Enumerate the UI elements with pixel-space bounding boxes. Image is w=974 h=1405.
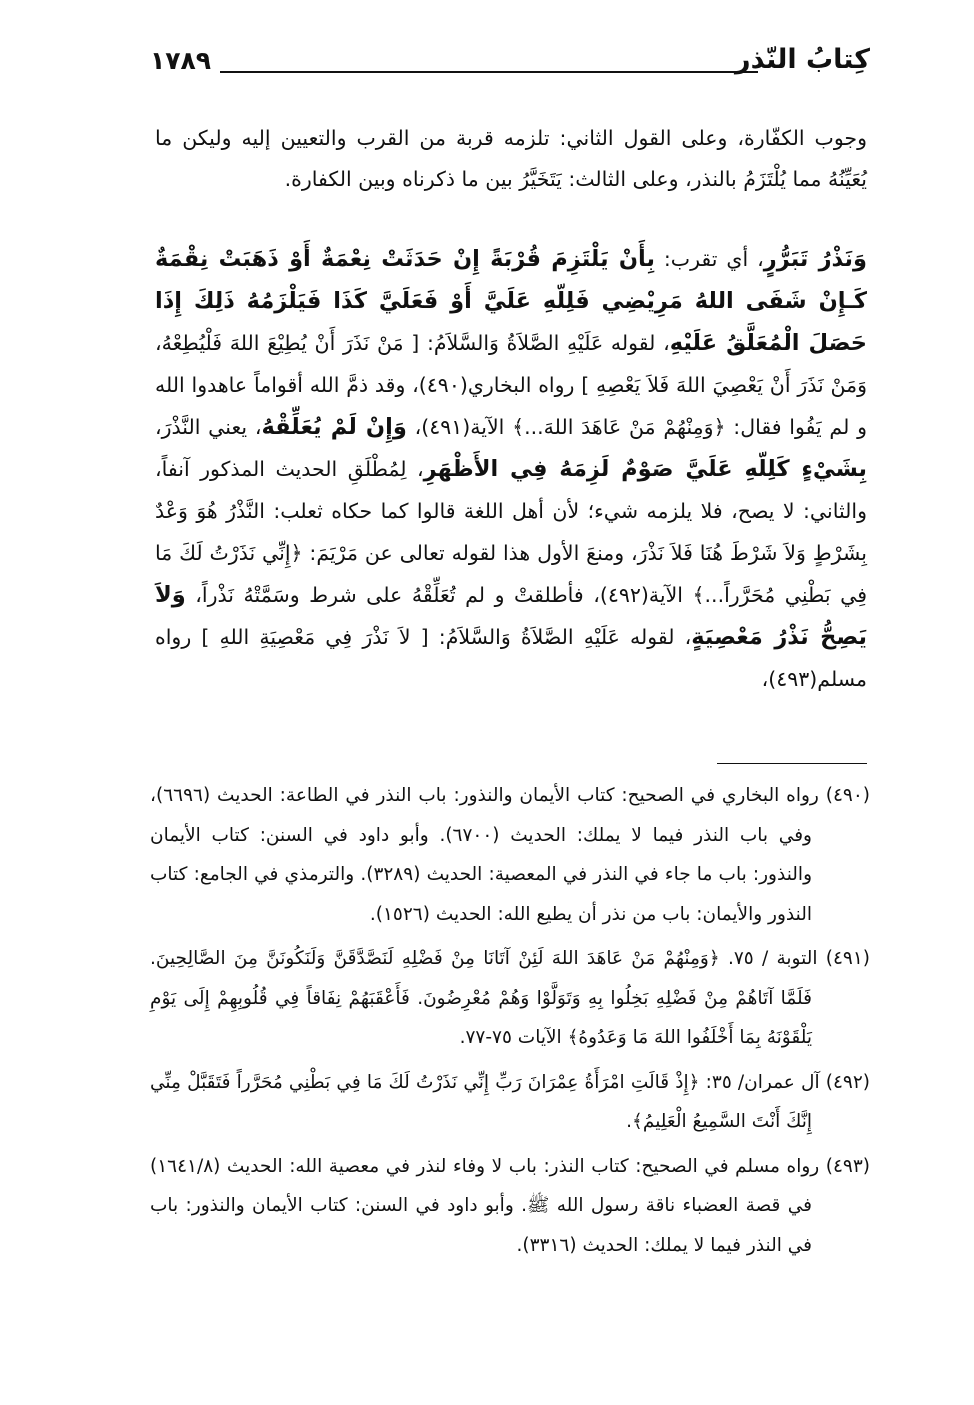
chapter-title: كِتابُ النّذر: [735, 44, 870, 75]
text-run: وَلاَ يَصِحُّ نَذْرُ مَعْصِيَةٍ: [155, 582, 867, 650]
paragraph-2: [155, 238, 867, 700]
footnote-491: (٤٩١) التوبة / ٧٥. ﴿وَمِنْهُمْ مَنْ عَاهَدَ اللهَ لَئِنْ آتَانَا مِنْ فَضْلِهِ لَنَصَّدَّقَنَّ وَلَنَكُونَنَّ مِنَ الصَّالِحِينَ. فَلَمَّا آتَاهُمْ مِنْ فَضْلِهِ بَخِلُوا بِهِ وَتَوَلَّوْا وَهُمْ مُعْرِضُونَ. فَأَعْقَبَهُمْ نِفَاقاً فِي قُلُوبِهِمْ إِلَى يَوْمِ يَلْقَوْنَهُ بِمَا أَخْلَفُوا اللهَ مَا وَعَدُوهُ﴾ الآيات ٧٥-٧٧.: [150, 948, 870, 1048]
page-number: ١٧٨٩: [150, 46, 212, 75]
footnote-492: (٤٩٢) آل عمران/ ٣٥: ﴿إِذْ قَالَتِ امْرَأَةُ عِمْرَانَ رَبِّ إِنِّي نَذَرْتُ لَكَ مَا فِي بَطْنِي مُحَرَّراً فَتَقَبَّلْ مِنِّي إِنَّكَ أَنْتَ السَّمِيعُ الْعَلِيمُ﴾.: [150, 1071, 870, 1132]
text-run: بِأَنْ يَلْتَزِمَ قُرْبَةً إِنْ حَدَثَتْ نِعْمَةٌ أَوْ ذَهَبَتْ نِقْمَةٌ كَـإِنْ شَفَى اللهُ مَرِيْضِي فَلِلّهِ عَلَيَّ أَوْ فَعَلَيَّ كَذَا فَيَلْزَمُهُ ذَلِكَ إِذَا حَصَلَ الْمُعَلَّقُ عَلَيْهِ: [155, 246, 867, 356]
footnotes: [150, 776, 870, 1270]
text-run: ، أي تقرب:: [654, 247, 764, 271]
text-run: ، يعني النَّذْرَ،: [155, 415, 262, 439]
text-run: وَنَذْرُ تَبَرُّرٍ: [763, 246, 867, 272]
text-run: بِشَيْءٍ كَلِلّهِ عَلَيَّ صَوْمٌ لَزِمَهُ فِي الأَظْهَرِ: [423, 456, 867, 482]
text-run: وَإِنْ لَمْ يُعَلِّقْهُ: [261, 414, 407, 440]
text-run: ، لِمُطْلَقِ الحديث المذكور آنفاً، والثاني: لا يصح، فلا يلزمه شيء؛ لأن أهل اللغة قالوا كما حكاه ثعلب: النَّذْرُ هُوَ وَعْدٌ بِشَرْطٍ وَلاَ شَرْطَ هُنَا فَلاَ نَذْرَ، ومنعَ الأول هذا لقوله تعالى عن مَرْيَمَ: ﴿إِنِّي نَذَرْتُ لَكَ مَا فِي بَطْنِي مُحَرَّراً...﴾ الآية(٤٩٢)، فأطلقتْ و لم تُعَلِّقْهُ على شرط وسَمَّتْهُ نَذْراً،: [155, 457, 867, 607]
running-header: [150, 44, 870, 80]
paragraph-1: وجوب الكفّارة، وعلى القول الثاني: تلزمه قربة من القرب والتعيين إليه وليكن ما يُعَيِّنُهُ مما يُلْتَزَمُ بالنذر، وعلى الثالث: يَتَخَيَّرُ بين ما ذكرناه وبين الكفارة.: [155, 126, 867, 191]
text-run: ، لقوله عَلَيْهِ الصَّلاَةُ وَالسَّلاَمُ: [ لاَ نَذْرَ فِي مَعْصِيَةِ اللهِ ] رواه مسلم(٤٩٣)،: [155, 625, 867, 691]
footnote-493: (٤٩٣) رواه مسلم في الصحيح: كتاب النذر: باب لا وفاء لنذر في معصية الله: الحديث (١٦٤١/٨) في قصة العضباء ناقة رسول الله ﷺ. وأبو داود في السنن: كتاب الأيمان والنذور: باب في النذر فيما لا يملك: الحديث (٣٣١٦).: [150, 1155, 870, 1256]
header-rule: [220, 71, 758, 73]
text-run: ، لقوله عَلَيْهِ الصَّلاَةُ وَالسَّلاَمُ: [ مَنْ نَذَرَ أَنْ يُطِيْعَ اللهَ فَلْيُطِعْهُ، وَمَنْ نَذَرَ أَنْ يَعْصِيَ اللهَ فَلاَ يَعْصِهِ ] رواه البخاري(٤٩٠)، وقد ذمَّ الله أقواماً عاهدوا الله و لم يَفُوا فقال: ﴿وَمِنْهُمْ مَنْ عَاهَدَ اللهَ...﴾ الآية(٤٩١)،: [155, 331, 867, 439]
footnote-490: (٤٩٠) رواه البخاري في الصحيح: كتاب الأيمان والنذور: باب النذر في الطاعة: الحديث (٦٦٩٦)، وفي باب النذر فيما لا يملك: الحديث (٦٧٠٠). وأبو داود في السنن: كتاب الأيمان والنذور: باب ما جاء في النذر في المعصية: الحديث (٣٢٨٩). والترمذي في الجامع: كتاب النذور والأيمان: باب من نذر أن يطيع الله: الحديث (١٥٢٦).: [150, 785, 870, 925]
footnote-separator: [717, 763, 867, 764]
main-text: [155, 118, 867, 700]
